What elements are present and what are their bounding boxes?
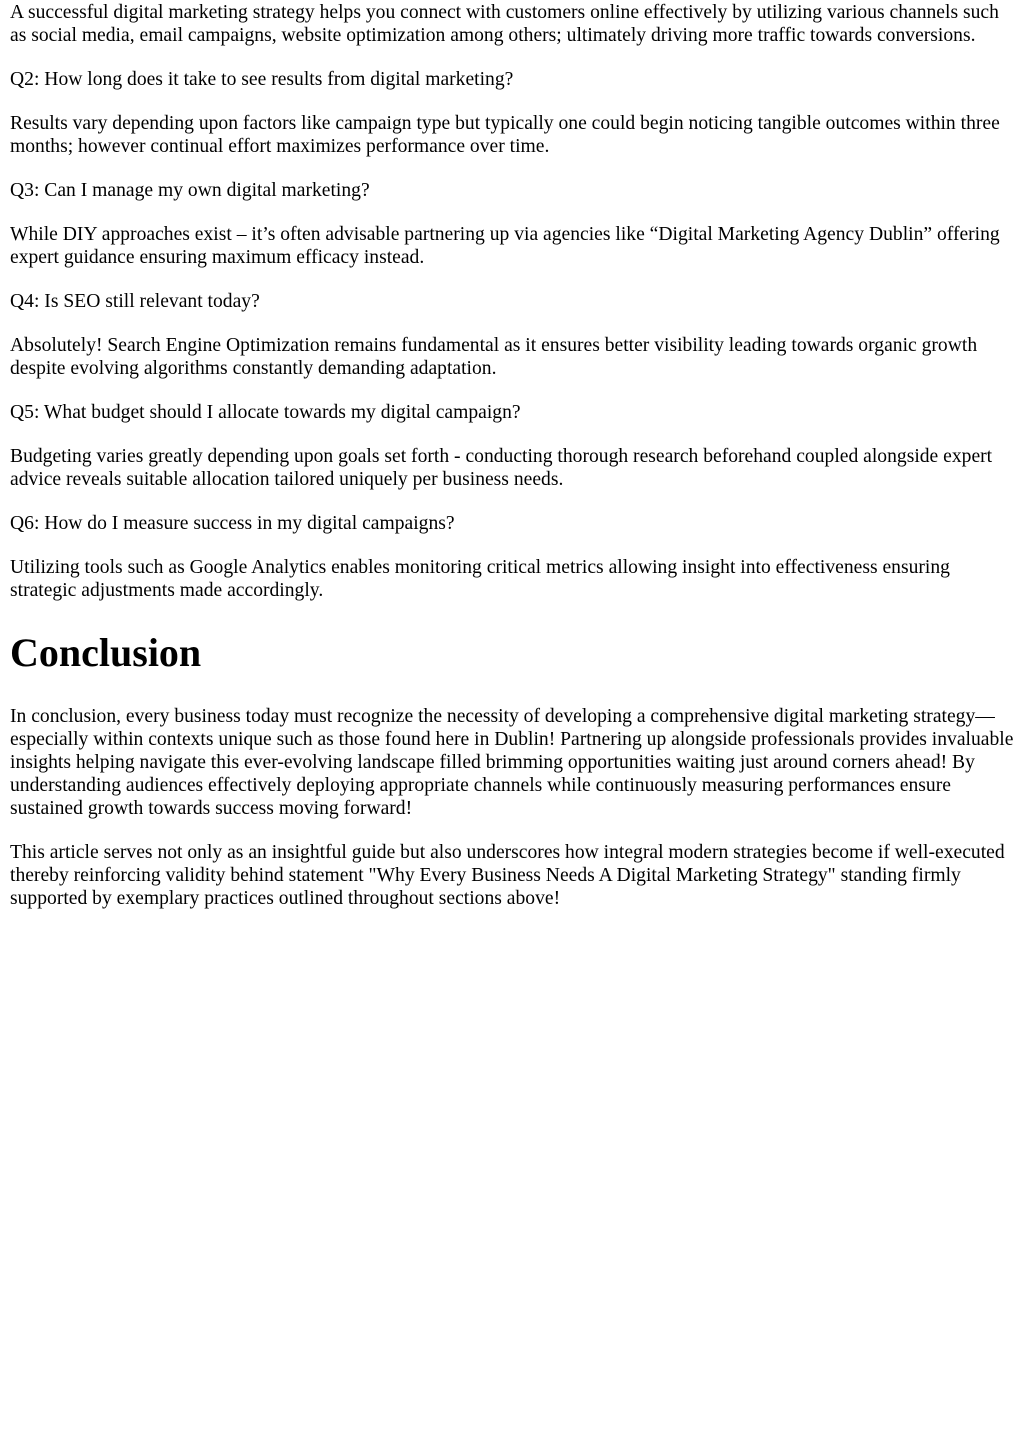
faq-question-6: Q6: How do I measure success in my digital campaigns?	[10, 513, 455, 534]
conclusion-heading: Conclusion	[10, 630, 202, 675]
faq-answer-4: Absolutely! Search Engine Optimization remains fundamental as it ensures better visibility leading towards organic growth despite evolving algorithms constantly demanding adaptation.	[10, 335, 978, 379]
faq-question-2: Q2: How long does it take to see results from digital marketing?	[10, 69, 514, 90]
conclusion-paragraph-1: In conclusion, every business today must recognize the necessity of developing a comprehensive digital marketing strategy—especially within contexts unique such as those found here in Dublin! Partnering up alongside professionals provides invaluable insights helping navigate this ever-evolving landscape filled brimming opportunities waiting just around corners ahead! By understanding audiences effectively deploying appropriate channels while continuously measuring performances ensure sustained growth towards success moving forward!	[10, 706, 1014, 819]
faq-answer-1: A successful digital marketing strategy helps you connect with customers online effectively by utilizing various channels such as social media, email campaigns, website optimization among others; ultimately driving more traffic towards conversions.	[10, 2, 999, 46]
faq-answer-6: Utilizing tools such as Google Analytics enables monitoring critical metrics allowing insight into effectiveness ensuring strategic adjustments made accordingly.	[10, 557, 950, 601]
faq-question-3: Q3: Can I manage my own digital marketing?	[10, 180, 370, 201]
article-body	[0, 1, 1024, 910]
faq-question-5: Q5: What budget should I allocate towards my digital campaign?	[10, 402, 521, 423]
faq-answer-2: Results vary depending upon factors like campaign type but typically one could begin noticing tangible outcomes within three months; however continual effort maximizes performance over time.	[10, 113, 1000, 157]
conclusion-paragraph-2: This article serves not only as an insightful guide but also underscores how integral modern strategies become if well-executed thereby reinforcing validity behind statement "Why Every Business Needs A Digital Marketing Strategy" standing firmly supported by exemplary practices outlined throughout sections above!	[10, 842, 1005, 909]
faq-question-4: Q4: Is SEO still relevant today?	[10, 291, 260, 312]
faq-answer-3: While DIY approaches exist – it’s often advisable partnering up via agencies like “Digital Marketing Agency Dublin” offering expert guidance ensuring maximum efficacy instead.	[10, 224, 1000, 268]
faq-answer-5: Budgeting varies greatly depending upon goals set forth - conducting thorough research beforehand coupled alongside expert advice reveals suitable allocation tailored uniquely per business needs.	[10, 446, 993, 490]
